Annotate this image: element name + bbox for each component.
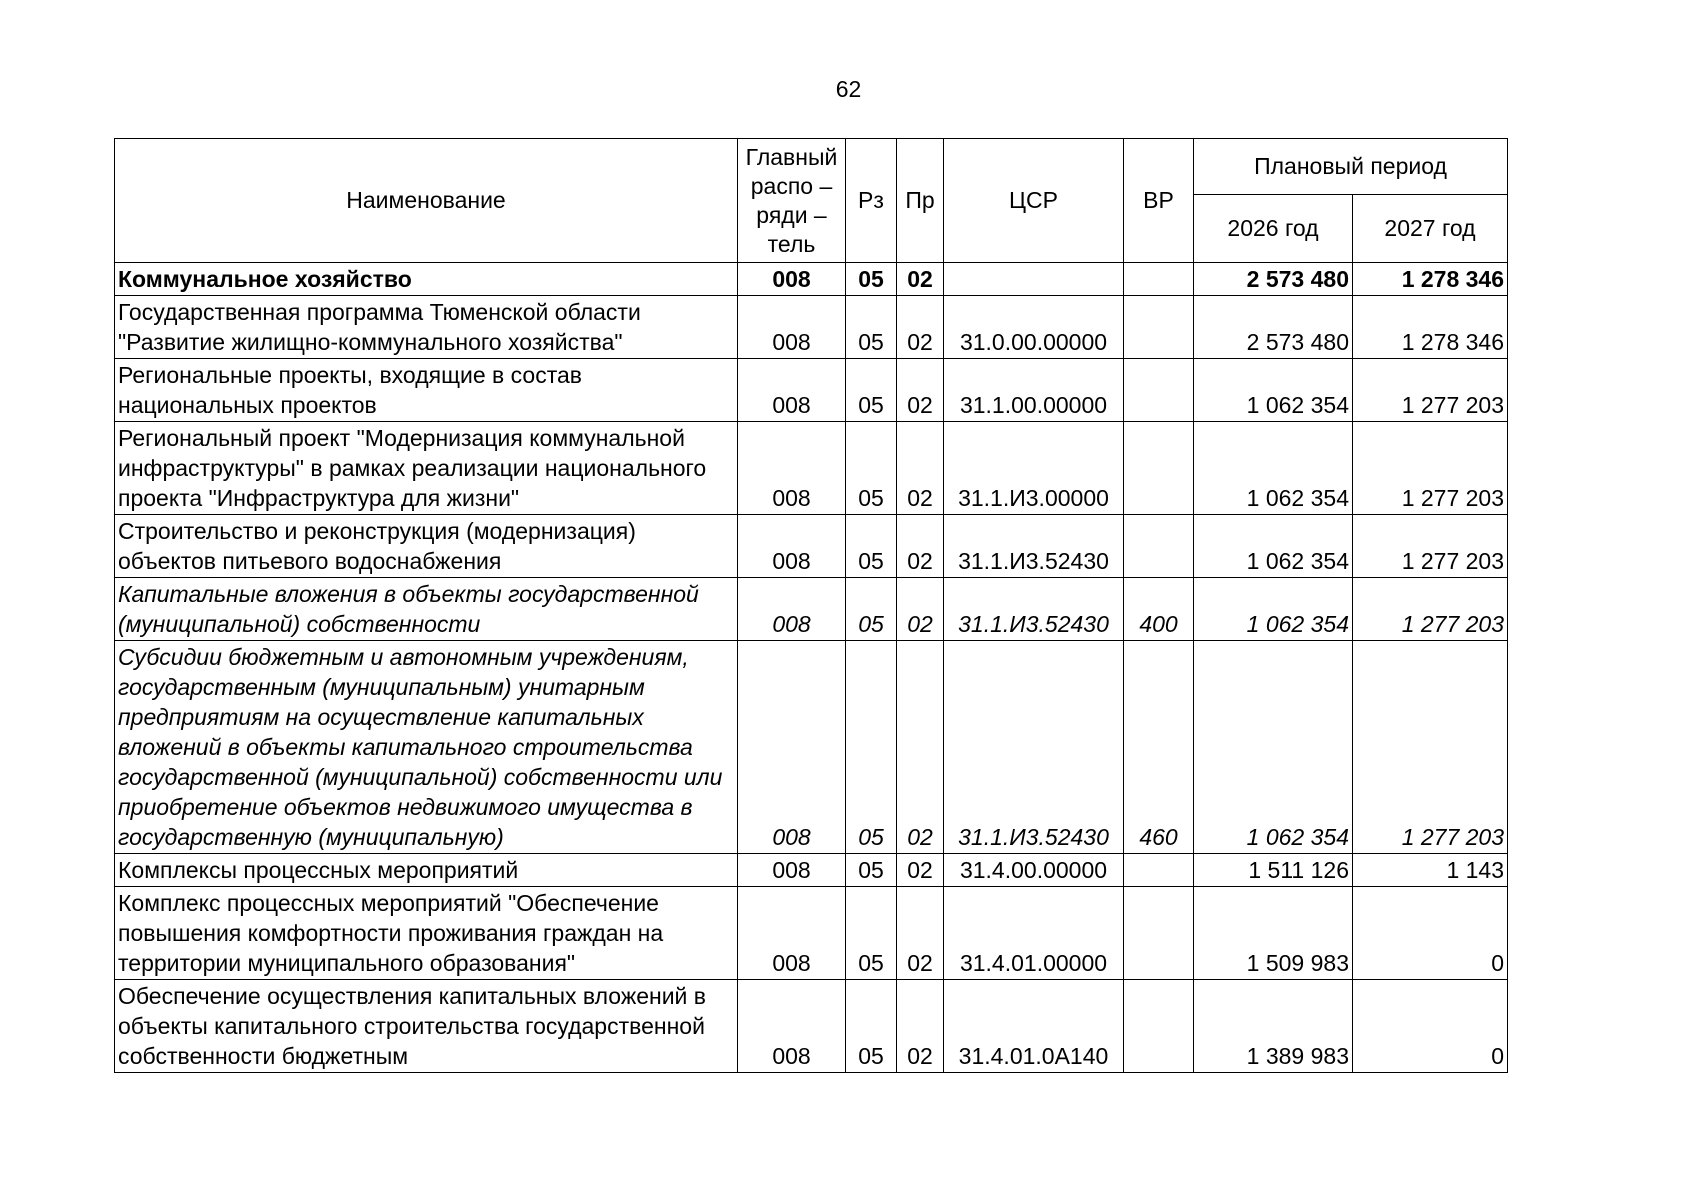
row-name: Коммунальное хозяйство bbox=[115, 263, 738, 296]
row-amount-2026: 1 389 983 bbox=[1194, 980, 1353, 1073]
row-amount-2026: 1 509 983 bbox=[1194, 887, 1353, 980]
row-csr bbox=[944, 263, 1124, 296]
row-name: Комплексы процессных мероприятий bbox=[115, 854, 738, 887]
row-pr: 02 bbox=[897, 296, 944, 359]
header-name: Наименование bbox=[115, 139, 738, 263]
table-row bbox=[115, 515, 1508, 578]
row-pr: 02 bbox=[897, 641, 944, 854]
row-name: Комплекс процессных мероприятий "Обеспечение повышения комфортности проживания граждан на территории муниципального образования" bbox=[115, 887, 738, 980]
row-vr bbox=[1124, 854, 1194, 887]
page-number: 62 bbox=[835, 76, 862, 102]
row-pr: 02 bbox=[897, 578, 944, 641]
row-pr: 02 bbox=[897, 263, 944, 296]
row-grbs: 008 bbox=[738, 854, 846, 887]
row-vr bbox=[1124, 263, 1194, 296]
row-amount-2026: 1 062 354 bbox=[1194, 578, 1353, 641]
row-csr: 31.1.00.00000 bbox=[944, 359, 1124, 422]
row-rz: 05 bbox=[846, 641, 897, 854]
row-amount-2027: 1 143 bbox=[1353, 854, 1508, 887]
row-name: Обеспечение осуществления капитальных вложений в объекты капитального строительства государственной собственности бюджетным bbox=[115, 980, 738, 1073]
row-csr: 31.1.И3.52430 bbox=[944, 515, 1124, 578]
row-csr: 31.4.00.00000 bbox=[944, 854, 1124, 887]
table-row bbox=[115, 887, 1508, 980]
row-vr bbox=[1124, 422, 1194, 515]
row-name: Региональный проект "Модернизация коммунальной инфраструктуры" в рамках реализации национального проекта "Инфраструктура для жизни" bbox=[115, 422, 738, 515]
row-vr bbox=[1124, 980, 1194, 1073]
row-grbs: 008 bbox=[738, 887, 846, 980]
row-vr bbox=[1124, 887, 1194, 980]
row-amount-2026: 1 062 354 bbox=[1194, 359, 1353, 422]
table-row bbox=[115, 854, 1508, 887]
row-vr: 400 bbox=[1124, 578, 1194, 641]
row-rz: 05 bbox=[846, 854, 897, 887]
row-rz: 05 bbox=[846, 422, 897, 515]
row-vr bbox=[1124, 359, 1194, 422]
header-year-2027: 2027 год bbox=[1353, 195, 1508, 263]
row-csr: 31.4.01.00000 bbox=[944, 887, 1124, 980]
row-amount-2026: 1 062 354 bbox=[1194, 515, 1353, 578]
row-name: Капитальные вложения в объекты государственной (муниципальной) собственности bbox=[115, 578, 738, 641]
row-name: Субсидии бюджетным и автономным учреждениям, государственным (муниципальным) унитарным предприятиям на осуществление капитальных вложений в объекты капитального строительства государственной (муниципальной) собственности или приобретение объектов недвижимого имущества в государственную (муниципальную) bbox=[115, 641, 738, 854]
row-pr: 02 bbox=[897, 422, 944, 515]
row-amount-2027: 1 277 203 bbox=[1353, 422, 1508, 515]
row-rz: 05 bbox=[846, 296, 897, 359]
row-amount-2026: 1 511 126 bbox=[1194, 854, 1353, 887]
row-amount-2026: 1 062 354 bbox=[1194, 641, 1353, 854]
row-rz: 05 bbox=[846, 980, 897, 1073]
header-grbs: Главный распо – ряди – тель bbox=[738, 139, 846, 263]
table-row bbox=[115, 578, 1508, 641]
row-rz: 05 bbox=[846, 887, 897, 980]
row-grbs: 008 bbox=[738, 359, 846, 422]
header-year-2026: 2026 год bbox=[1194, 195, 1353, 263]
row-vr bbox=[1124, 296, 1194, 359]
row-grbs: 008 bbox=[738, 641, 846, 854]
table-row bbox=[115, 359, 1508, 422]
row-pr: 02 bbox=[897, 359, 944, 422]
row-csr: 31.4.01.0А140 bbox=[944, 980, 1124, 1073]
row-csr: 31.0.00.00000 bbox=[944, 296, 1124, 359]
row-grbs: 008 bbox=[738, 263, 846, 296]
header-csr: ЦСР bbox=[944, 139, 1124, 263]
row-amount-2027: 1 278 346 bbox=[1353, 296, 1508, 359]
row-csr: 31.1.И3.52430 bbox=[944, 641, 1124, 854]
table-row bbox=[115, 296, 1508, 359]
row-csr: 31.1.И3.00000 bbox=[944, 422, 1124, 515]
row-grbs: 008 bbox=[738, 296, 846, 359]
row-name: Региональные проекты, входящие в состав национальных проектов bbox=[115, 359, 738, 422]
row-pr: 02 bbox=[897, 854, 944, 887]
row-pr: 02 bbox=[897, 980, 944, 1073]
row-amount-2027: 1 277 203 bbox=[1353, 359, 1508, 422]
budget-table bbox=[114, 138, 1508, 1073]
row-pr: 02 bbox=[897, 515, 944, 578]
row-amount-2026: 1 062 354 bbox=[1194, 422, 1353, 515]
row-amount-2027: 1 278 346 bbox=[1353, 263, 1508, 296]
table-row bbox=[115, 641, 1508, 854]
row-grbs: 008 bbox=[738, 578, 846, 641]
row-grbs: 008 bbox=[738, 422, 846, 515]
table-row bbox=[115, 422, 1508, 515]
table-row bbox=[115, 980, 1508, 1073]
row-rz: 05 bbox=[846, 515, 897, 578]
row-csr: 31.1.И3.52430 bbox=[944, 578, 1124, 641]
row-name: Государственная программа Тюменской области "Развитие жилищно-коммунального хозяйства" bbox=[115, 296, 738, 359]
row-amount-2027: 0 bbox=[1353, 887, 1508, 980]
table-row bbox=[115, 263, 1508, 296]
row-pr: 02 bbox=[897, 887, 944, 980]
header-planning-period: Плановый период bbox=[1194, 139, 1508, 195]
row-amount-2026: 2 573 480 bbox=[1194, 296, 1353, 359]
row-amount-2027: 1 277 203 bbox=[1353, 578, 1508, 641]
row-rz: 05 bbox=[846, 578, 897, 641]
row-amount-2026: 2 573 480 bbox=[1194, 263, 1353, 296]
row-name: Строительство и реконструкция (модернизация) объектов питьевого водоснабжения bbox=[115, 515, 738, 578]
row-amount-2027: 1 277 203 bbox=[1353, 515, 1508, 578]
row-vr: 460 bbox=[1124, 641, 1194, 854]
header-rz: Рз bbox=[846, 139, 897, 263]
row-grbs: 008 bbox=[738, 515, 846, 578]
row-amount-2027: 0 bbox=[1353, 980, 1508, 1073]
header-pr: Пр bbox=[897, 139, 944, 263]
row-vr bbox=[1124, 515, 1194, 578]
row-rz: 05 bbox=[846, 263, 897, 296]
row-amount-2027: 1 277 203 bbox=[1353, 641, 1508, 854]
row-rz: 05 bbox=[846, 359, 897, 422]
header-vr: ВР bbox=[1124, 139, 1194, 263]
row-grbs: 008 bbox=[738, 980, 846, 1073]
